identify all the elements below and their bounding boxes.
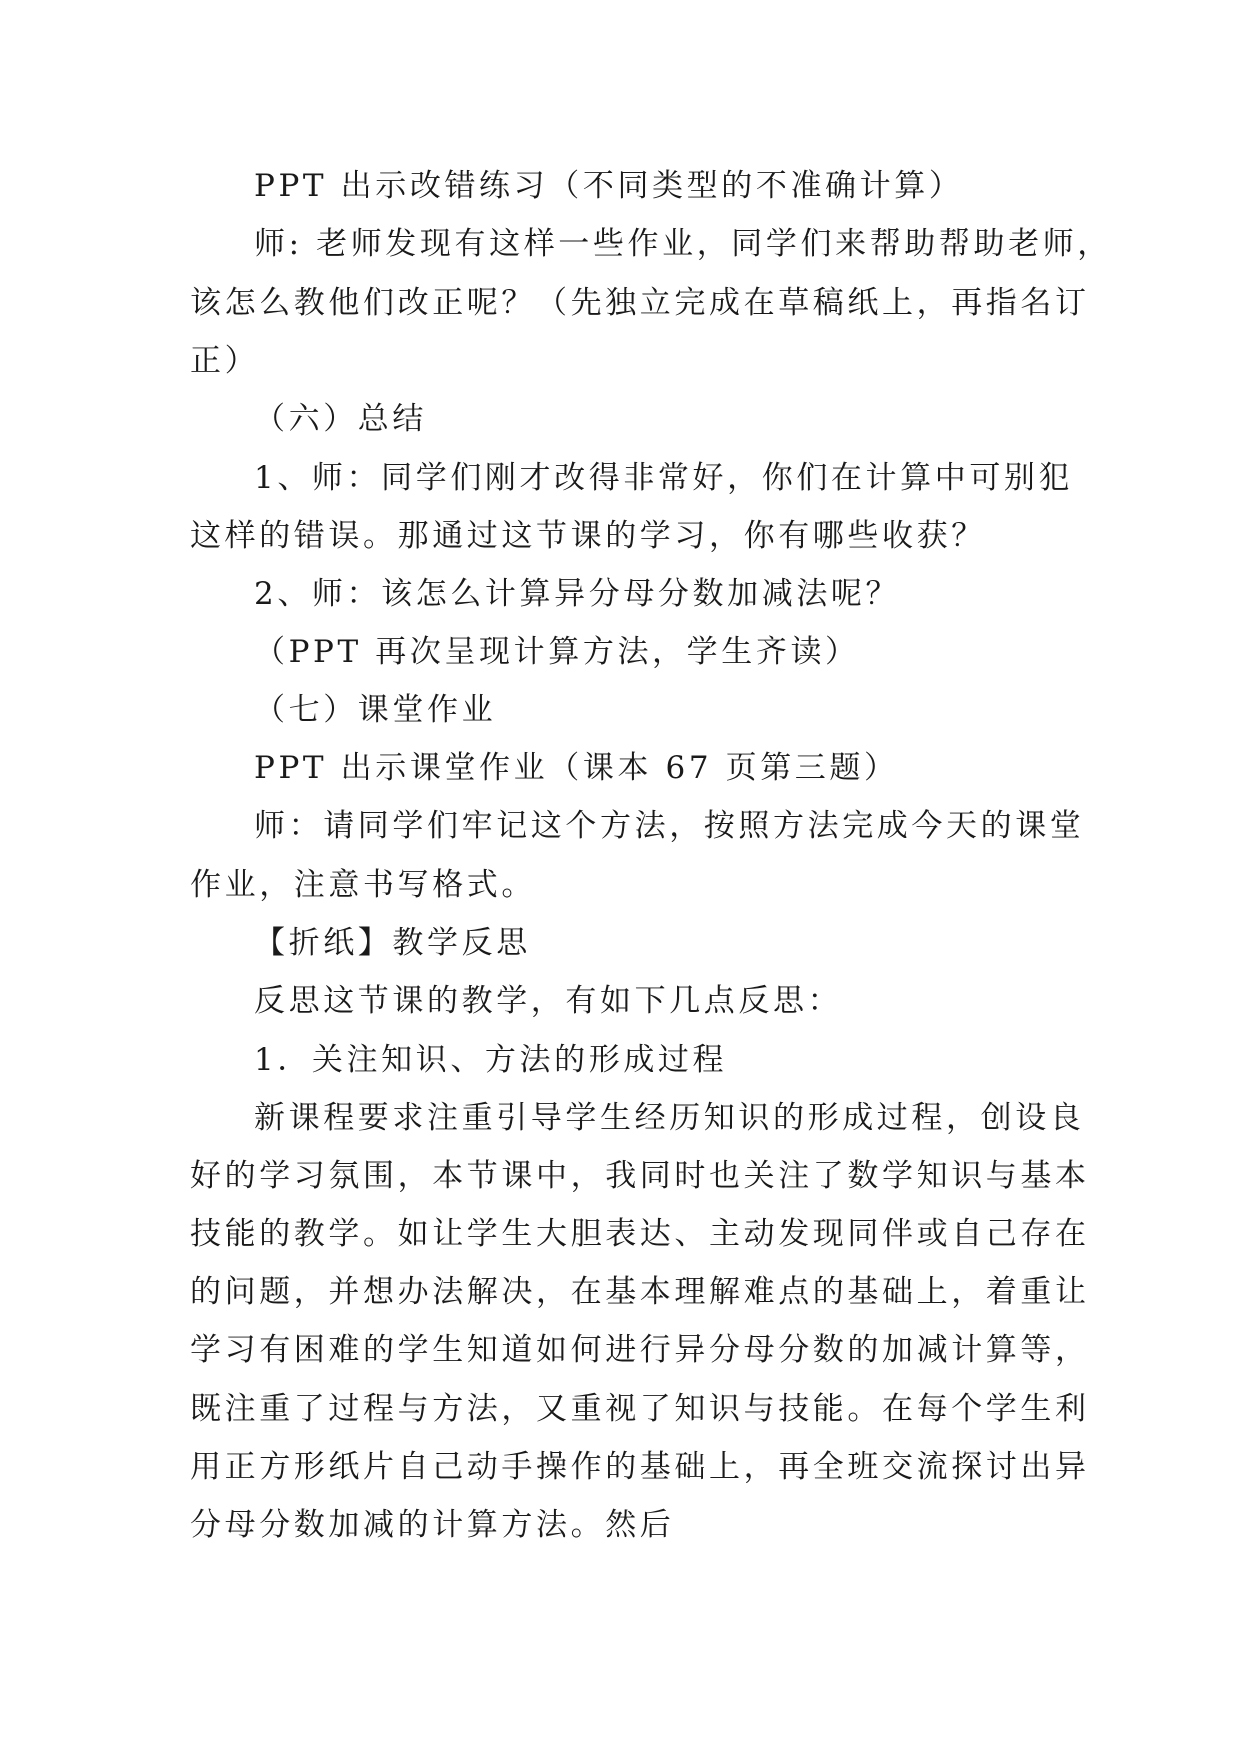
paragraph-line: 技能的教学。如让学生大胆表达、主动发现同伴或自己存在 bbox=[190, 1216, 1090, 1252]
paragraph-line: 反思这节课的教学，有如下几点反思： bbox=[254, 983, 843, 1019]
paragraph-line: 用正方形纸片自己动手操作的基础上，再全班交流探讨出异 bbox=[190, 1449, 1090, 1485]
subsection-heading: 1．关注知识、方法的形成过程 bbox=[254, 1042, 728, 1078]
paragraph-line: 正） bbox=[190, 343, 260, 379]
paragraph-line: 1、师：同学们刚才改得非常好，你们在计算中可别犯 bbox=[254, 460, 1074, 496]
paragraph-line: 2、师：该怎么计算异分母分数加减法呢？ bbox=[254, 576, 901, 612]
paragraph-line: 分母分数加减的计算方法。然后 bbox=[190, 1507, 675, 1543]
paragraph-line: 师：请同学们牢记这个方法，按照方法完成今天的课堂 bbox=[254, 808, 1085, 844]
paragraph-line: 好的学习氛围，本节课中，我同时也关注了数学知识与基本 bbox=[190, 1158, 1090, 1194]
paragraph-line: 这样的错误。那通过这节课的学习，你有哪些收获？ bbox=[190, 518, 986, 554]
paragraph-line: PPT 出示课堂作业（课本 67 页第三题） bbox=[254, 750, 899, 786]
paragraph-line: 师: 老师发现有这样一些作业，同学们来帮助帮助老师， bbox=[254, 226, 1112, 262]
paragraph-line: 作业，注意书写格式。 bbox=[190, 867, 536, 903]
section-heading: 【折纸】教学反思 bbox=[254, 925, 531, 961]
section-heading: （七）课堂作业 bbox=[254, 692, 497, 728]
paragraph-line: 既注重了过程与方法，又重视了知识与技能。在每个学生利 bbox=[190, 1391, 1090, 1427]
paragraph-line: 该怎么教他们改正呢？（先独立完成在草稿纸上，再指名订 bbox=[190, 285, 1090, 321]
paragraph-line: （PPT 再次呈现计算方法，学生齐读） bbox=[254, 634, 860, 670]
section-heading: （六）总结 bbox=[254, 401, 427, 437]
paragraph-line: PPT 出示改错练习（不同类型的不准确计算） bbox=[254, 168, 964, 204]
paragraph-line: 学习有困难的学生知道如何进行异分母分数的加减计算等， bbox=[190, 1332, 1090, 1368]
paragraph-line: 新课程要求注重引导学生经历知识的形成过程，创设良 bbox=[254, 1100, 1085, 1136]
paragraph-line: 的问题，并想办法解决，在基本理解难点的基础上，着重让 bbox=[190, 1274, 1090, 1310]
